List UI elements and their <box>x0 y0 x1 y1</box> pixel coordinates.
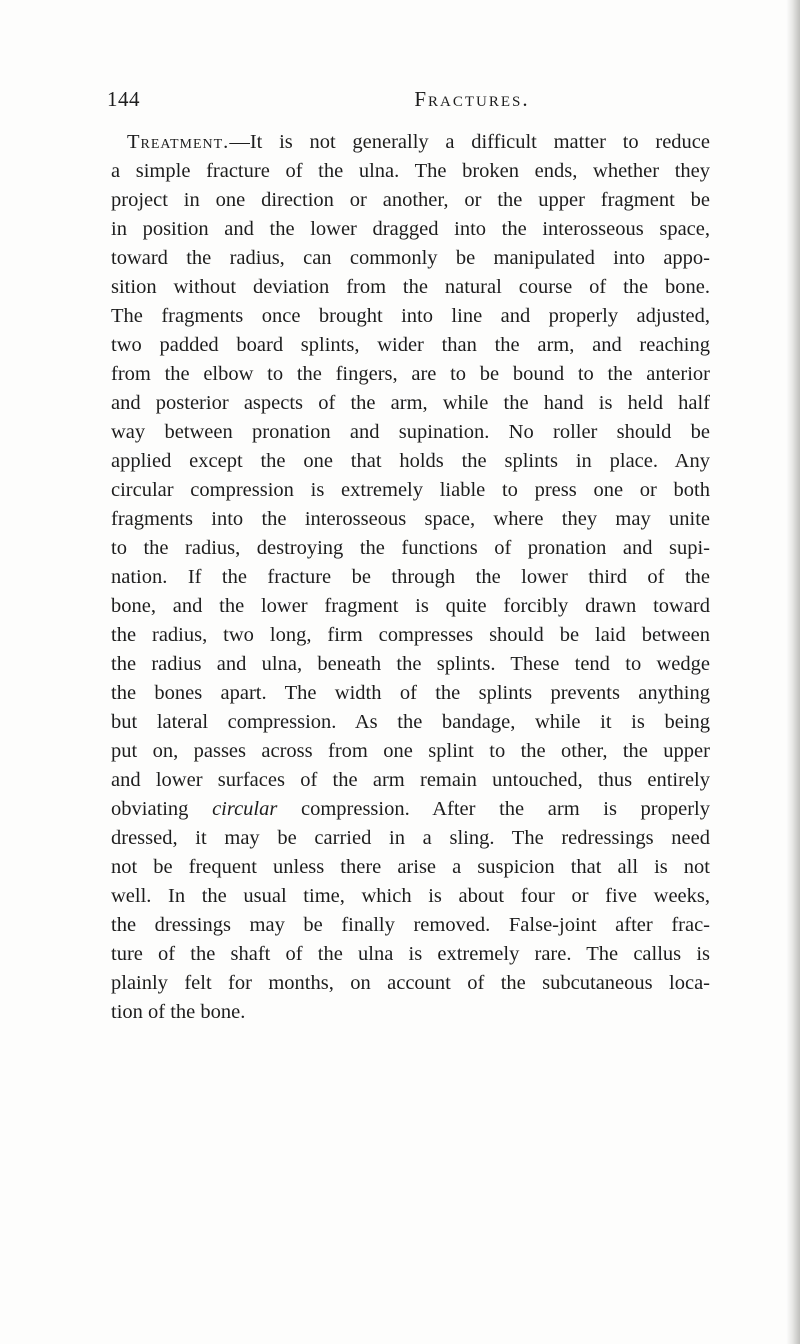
text-line <box>111 795 710 824</box>
text-fragment: compression. After the arm is properly <box>277 798 710 820</box>
text-line: and posterior aspects of the arm, while the hand is held half <box>111 392 710 414</box>
text-line: applied except the one that holds the splints in place. Any <box>111 450 710 472</box>
text-line: the dressings may be finally removed. False-joint after frac- <box>111 914 710 936</box>
page-edge-shadow <box>786 0 800 1344</box>
text-line: the bones apart. The width of the splints prevents anything <box>111 682 710 704</box>
text-line: way between pronation and supination. No roller should be <box>111 421 710 443</box>
text-line: dressed, it may be carried in a sling. The redressings need <box>111 827 710 849</box>
page-number: 144 <box>107 87 140 111</box>
text-line: plainly felt for months, on account of the subcutaneous loca- <box>111 972 710 994</box>
text-line: and lower surfaces of the arm remain untouched, thus entirely <box>111 769 710 791</box>
text-line: in position and the lower dragged into the interosseous space, <box>111 218 710 240</box>
text-line: put on, passes across from one splint to the other, the upper <box>111 740 710 762</box>
text-line: project in one direction or another, or the upper fragment be <box>111 189 710 211</box>
text-line: but lateral compression. As the bandage, while it is being <box>111 711 710 733</box>
text-line: circular compression is extremely liable to press one or both <box>111 479 710 501</box>
text-line: The fragments once brought into line and properly adjusted, <box>111 305 710 327</box>
text-line: tion of the bone. <box>111 1001 246 1023</box>
text-line: the radius and ulna, beneath the splints. These tend to wedge <box>111 653 710 675</box>
italic-term: circular <box>212 798 278 820</box>
running-head <box>107 86 702 112</box>
text-line: toward the radius, can commonly be manipulated into appo- <box>111 247 710 269</box>
text-line: two padded board splints, wider than the arm, and reaching <box>111 334 710 356</box>
text-line: not be frequent unless there arise a suspicion that all is not <box>111 856 710 878</box>
text-line: fragments into the interosseous space, where they may unite <box>111 508 710 530</box>
text-line: well. In the usual time, which is about four or five weeks, <box>111 885 710 907</box>
text-line: bone, and the lower fragment is quite forcibly drawn toward <box>111 595 710 617</box>
section-lead-in: Treatment. <box>127 131 230 153</box>
text-fragment: —It is not generally a difficult matter to reduce <box>229 131 710 153</box>
text-line: a simple fracture of the ulna. The broken ends, whether they <box>111 160 710 182</box>
body-paragraph <box>111 128 710 1027</box>
chapter-title: Fractures. <box>414 87 530 111</box>
text-line: nation. If the fracture be through the lower third of the <box>111 566 710 588</box>
text-line <box>111 128 710 157</box>
text-line: sition without deviation from the natural course of the bone. <box>111 276 710 298</box>
text-fragment: obviating <box>111 798 213 820</box>
text-line: the radius, two long, firm compresses should be laid between <box>111 624 710 646</box>
text-line: to the radius, destroying the functions of pronation and supi- <box>111 537 710 559</box>
text-line: ture of the shaft of the ulna is extremely rare. The callus is <box>111 943 710 965</box>
text-line: from the elbow to the fingers, are to be bound to the anterior <box>111 363 710 385</box>
